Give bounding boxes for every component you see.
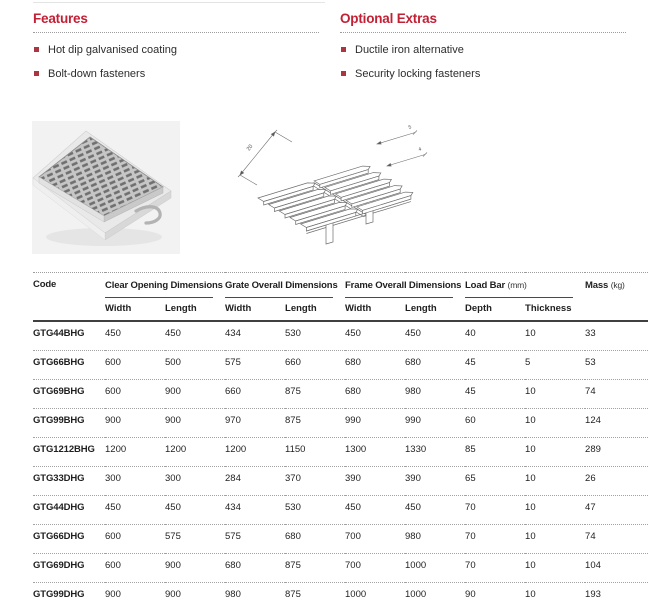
group-label: Clear Opening Dimensions	[105, 280, 223, 291]
dimension-bar-top	[377, 124, 417, 144]
table-row	[33, 467, 648, 496]
group-label: Grate Overall Dimensions	[225, 280, 338, 291]
table-cell: 530	[285, 321, 345, 351]
table-cell: 700	[345, 554, 405, 583]
table-cell: 70	[465, 496, 525, 525]
dimension-bar-depth	[387, 146, 427, 166]
subcol-length: Length	[285, 298, 345, 321]
table-cell: 1200	[225, 438, 285, 467]
feature-text: Hot dip galvanised coating	[48, 44, 178, 56]
table-cell: 1000	[405, 554, 465, 583]
subcol-width: Width	[345, 298, 405, 321]
table-cell: 980	[405, 380, 465, 409]
table-cell: 575	[225, 525, 285, 554]
list-item	[33, 44, 319, 56]
table-cell: 434	[225, 496, 285, 525]
table-cell: 450	[105, 321, 165, 351]
table-row	[33, 409, 648, 438]
subcol-length: Length	[405, 298, 465, 321]
table-cell: 600	[105, 554, 165, 583]
table-cell: 10	[525, 525, 585, 554]
table-cell: 575	[165, 525, 225, 554]
table-cell: 1000	[345, 583, 405, 605]
table-cell: 660	[225, 380, 285, 409]
mass-label: Mass	[585, 280, 609, 291]
table-cell: 1150	[285, 438, 345, 467]
table-cell: 450	[165, 321, 225, 351]
table-cell: 47	[585, 496, 648, 525]
bullet-square-icon	[341, 47, 346, 52]
table-cell: 1300	[345, 438, 405, 467]
table-cell: 600	[105, 351, 165, 380]
table-cell: 10	[525, 467, 585, 496]
col-group-grate-overall	[225, 273, 345, 299]
row-code: GTG66DHG	[33, 525, 105, 554]
spec-table	[33, 272, 648, 605]
optional-extras-list	[340, 44, 626, 80]
table-cell: 60	[465, 409, 525, 438]
table-cell: 900	[105, 409, 165, 438]
table-cell: 450	[345, 321, 405, 351]
table-cell: 875	[285, 583, 345, 605]
dim-label-5: 5	[407, 124, 413, 131]
optional-extras-title: Optional Extras	[340, 11, 437, 26]
table-cell: 390	[345, 467, 405, 496]
mass-unit: (kg)	[610, 280, 625, 290]
subcol-depth: Depth	[465, 298, 525, 321]
table-cell: 875	[285, 554, 345, 583]
table-header	[33, 273, 648, 322]
table-row	[33, 351, 648, 380]
table-cell: 980	[405, 525, 465, 554]
table-cell: 300	[105, 467, 165, 496]
table-cell: 85	[465, 438, 525, 467]
table-cell: 990	[405, 409, 465, 438]
spec-table-section	[33, 272, 648, 605]
table-cell: 680	[345, 351, 405, 380]
table-cell: 10	[525, 554, 585, 583]
table-cell: 70	[465, 525, 525, 554]
table-cell: 370	[285, 467, 345, 496]
table-row	[33, 380, 648, 409]
table-cell: 104	[585, 554, 648, 583]
table-cell: 10	[525, 409, 585, 438]
subcol-width: Width	[105, 298, 165, 321]
table-cell: 900	[165, 409, 225, 438]
table-cell: 193	[585, 583, 648, 605]
table-cell: 500	[165, 351, 225, 380]
features-section	[33, 11, 319, 92]
table-cell: 1200	[105, 438, 165, 467]
dim-label-20: 20	[245, 143, 255, 153]
row-code: GTG69BHG	[33, 380, 105, 409]
col-group-load-bar	[465, 273, 585, 299]
table-cell: 980	[225, 583, 285, 605]
bullet-square-icon	[34, 71, 39, 76]
row-code: GTG99DHG	[33, 583, 105, 605]
subcol-length: Length	[165, 298, 225, 321]
table-cell: 90	[465, 583, 525, 605]
table-cell: 289	[585, 438, 648, 467]
row-code: GTG44DHG	[33, 496, 105, 525]
bullet-square-icon	[341, 71, 346, 76]
table-cell: 45	[465, 351, 525, 380]
table-cell: 65	[465, 467, 525, 496]
table-cell: 1000	[405, 583, 465, 605]
table-cell: 900	[165, 583, 225, 605]
group-label: Load Bar	[465, 280, 506, 291]
table-cell: 40	[465, 321, 525, 351]
features-divider	[33, 32, 319, 33]
table-cell: 450	[105, 496, 165, 525]
product-photo	[32, 121, 180, 254]
table-cell: 575	[225, 351, 285, 380]
table-cell: 70	[465, 554, 525, 583]
table-cell: 10	[525, 583, 585, 605]
subcol-thickness: Thickness	[525, 298, 585, 321]
row-code: GTG66BHG	[33, 351, 105, 380]
dim-label-4: 4	[417, 146, 423, 153]
table-cell: 33	[585, 321, 648, 351]
table-row	[33, 496, 648, 525]
grate-photo-graphic	[32, 121, 180, 254]
row-code: GTG99BHG	[33, 409, 105, 438]
table-cell: 680	[225, 554, 285, 583]
table-cell: 970	[225, 409, 285, 438]
group-label: Frame Overall Dimensions	[345, 280, 462, 291]
extra-text: Ductile iron alternative	[355, 44, 464, 56]
table-cell: 10	[525, 438, 585, 467]
table-row	[33, 554, 648, 583]
table-cell: 5	[525, 351, 585, 380]
col-group-clear-opening	[105, 273, 225, 299]
table-cell: 74	[585, 525, 648, 554]
table-cell: 450	[345, 496, 405, 525]
row-code: GTG44BHG	[33, 321, 105, 351]
table-cell: 434	[225, 321, 285, 351]
table-cell: 1330	[405, 438, 465, 467]
table-cell: 450	[405, 321, 465, 351]
row-code: GTG69DHG	[33, 554, 105, 583]
table-row	[33, 525, 648, 554]
bullet-square-icon	[34, 47, 39, 52]
table-cell: 450	[165, 496, 225, 525]
table-cell: 124	[585, 409, 648, 438]
optional-extras-divider	[340, 32, 626, 33]
table-cell: 660	[285, 351, 345, 380]
col-group-frame-overall	[345, 273, 465, 299]
table-cell: 74	[585, 380, 648, 409]
table-cell: 53	[585, 351, 648, 380]
col-header-mass	[585, 273, 648, 322]
table-row	[33, 438, 648, 467]
table-cell: 875	[285, 380, 345, 409]
grate-drawing-graphic	[230, 118, 438, 260]
table-cell: 875	[285, 409, 345, 438]
table-cell: 700	[345, 525, 405, 554]
table-cell: 600	[105, 380, 165, 409]
feature-text: Bolt-down fasteners	[48, 68, 146, 80]
features-title: Features	[33, 11, 88, 26]
extra-text: Security locking fasteners	[355, 68, 481, 80]
table-cell: 26	[585, 467, 648, 496]
row-code: GTG33DHG	[33, 467, 105, 496]
features-list	[33, 44, 319, 80]
table-row	[33, 583, 648, 605]
list-item	[33, 68, 319, 80]
table-cell: 680	[345, 380, 405, 409]
table-cell: 1200	[165, 438, 225, 467]
page-top-rule	[33, 2, 325, 3]
table-cell: 284	[225, 467, 285, 496]
group-unit: (mm)	[507, 280, 527, 290]
table-cell: 900	[105, 583, 165, 605]
table-cell: 45	[465, 380, 525, 409]
table-cell: 900	[165, 554, 225, 583]
list-item	[340, 68, 626, 80]
table-cell: 390	[405, 467, 465, 496]
table-row	[33, 321, 648, 351]
table-cell: 990	[345, 409, 405, 438]
table-cell: 530	[285, 496, 345, 525]
table-cell: 900	[165, 380, 225, 409]
technical-drawing	[230, 118, 438, 260]
table-cell: 680	[285, 525, 345, 554]
dimension-pitch	[238, 130, 292, 185]
list-item	[340, 44, 626, 56]
col-header-code: Code	[33, 273, 105, 322]
table-cell: 10	[525, 321, 585, 351]
table-cell: 600	[105, 525, 165, 554]
subcol-width: Width	[225, 298, 285, 321]
table-cell: 10	[525, 496, 585, 525]
table-cell: 450	[405, 496, 465, 525]
row-code: GTG1212BHG	[33, 438, 105, 467]
optional-extras-section	[340, 11, 626, 92]
table-body	[33, 321, 648, 605]
table-cell: 300	[165, 467, 225, 496]
table-cell: 10	[525, 380, 585, 409]
table-cell: 680	[405, 351, 465, 380]
